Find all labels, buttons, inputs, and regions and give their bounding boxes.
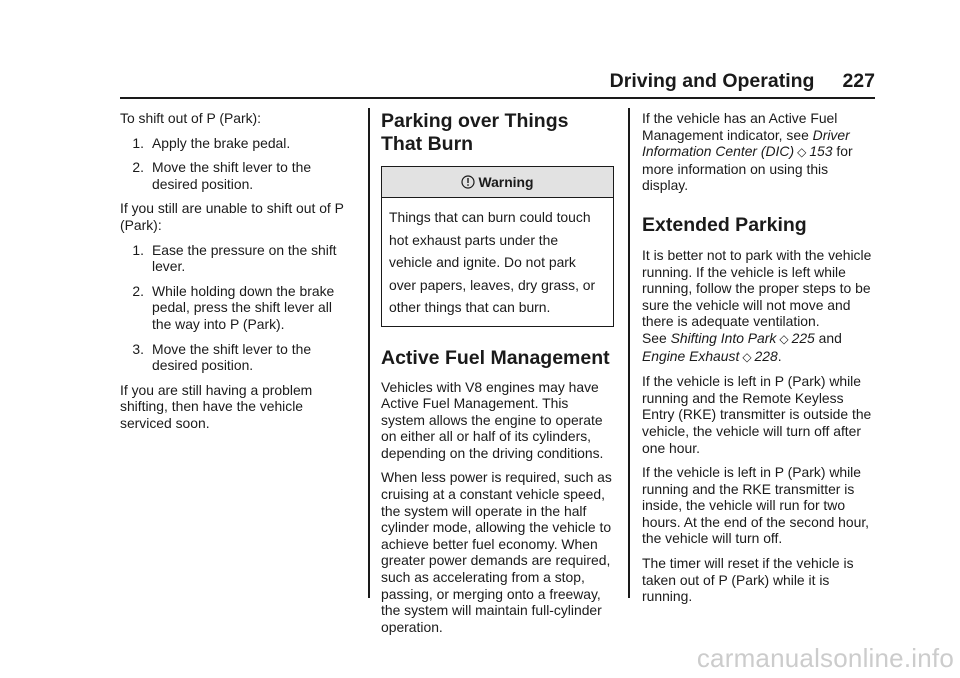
paragraph: The timer will reset if the vehicle is taken out of P (Park) while it is running. — [642, 555, 854, 605]
watermark: carmanualsonline.info — [696, 643, 954, 673]
list-number: 2. — [132, 159, 144, 176]
column-3 — [642, 110, 875, 613]
list-number: 3. — [132, 340, 144, 357]
cross-reference-link[interactable]: Driver Information Center (DIC) — [642, 126, 850, 160]
paragraph — [642, 330, 875, 365]
paragraph — [642, 110, 875, 194]
page-header — [120, 70, 875, 93]
xref-icon: ◇ — [779, 331, 789, 346]
list-text: Move the shift lever to the desired position. — [152, 340, 312, 374]
text-run: and — [814, 329, 842, 346]
paragraph: When less power is required, such as cruising at a constant vehicle speed, the system will operate in the half cylinder mode, allowing the vehicle to achieve better fuel economy. When greater power demands are required, such as accelerating from a stop, passing, or merging onto a freeway, the system will maintain full-cylinder operation. — [381, 469, 612, 635]
cross-reference-page[interactable]: 225 — [791, 329, 815, 346]
list-text: While holding down the brake pedal, press the shift lever all the way into P (Park). — [152, 282, 335, 332]
list-item — [120, 283, 352, 333]
warning-title: Warning — [478, 174, 534, 190]
warning-icon — [461, 175, 475, 189]
paragraph: Vehicles with V8 engines may have Active Fuel Management. This system allows the engine to operate on either all or half of its cylinders, depending on the driving conditions. — [381, 378, 604, 461]
section-title: Driving and Operating — [609, 70, 815, 92]
list-text: Move the shift lever to the desired position. — [152, 159, 312, 192]
section-heading: Active Fuel Management — [381, 346, 610, 369]
paragraph: If the vehicle is left in P (Park) while running and the RKE transmitter is inside, the vehicle will run for two hours. At the end of the second hour, the vehicle will turn off. — [642, 464, 870, 547]
text-run: . — [777, 347, 782, 364]
cross-reference-page[interactable]: 153 — [809, 143, 833, 160]
paragraph — [642, 247, 875, 330]
list-text: Ease the pressure on the shift lever. — [152, 241, 337, 275]
paragraph: To shift out of P (Park): — [120, 110, 262, 126]
column-1 — [120, 110, 352, 440]
warning-header — [382, 167, 613, 198]
section-heading: Parking over Things That Burn — [381, 110, 569, 155]
list-item — [120, 159, 352, 192]
cross-reference-link[interactable]: Engine Exhaust — [642, 347, 740, 364]
paragraph: If you still are unable to shift out of P (Park): — [120, 200, 344, 233]
list-item — [120, 135, 352, 152]
text-run: If the vehicle has an Active Fuel Management indicator, see — [642, 110, 838, 143]
xref-icon: ◇ — [797, 145, 807, 160]
list-item — [120, 341, 352, 374]
warning-box — [381, 166, 614, 327]
text-run: See — [642, 329, 671, 346]
paragraph: If the vehicle is left in P (Park) while running and the Remote Keyless Entry (RKE) transmitter is outside the vehicle, the vehicle will turn off after one hour. — [642, 373, 872, 456]
column-2 — [381, 110, 614, 643]
page-number: 227 — [842, 70, 875, 92]
header-rule — [120, 97, 875, 99]
text-run: for more information on using this display. — [642, 143, 853, 194]
list-number: 2. — [132, 282, 144, 299]
list-number: 1. — [132, 134, 144, 151]
paragraph: If you are still having a problem shifting, then have the vehicle serviced soon. — [120, 381, 313, 431]
column-divider-2 — [628, 108, 630, 598]
column-divider-1 — [368, 108, 370, 598]
cross-reference-page[interactable]: 228 — [754, 347, 778, 364]
warning-text: Things that can burn could touch hot exhaust parts under the vehicle and ignite. Do not park over papers, leaves, dry grass, or other things that can burn. — [389, 209, 596, 315]
text-run: It is better not to park with the vehicle running. If the vehicle is left while running, follow the proper steps to be sure the vehicle will not move and there is adequate ventilation. — [642, 246, 872, 330]
list-item — [120, 242, 352, 275]
list-text: Apply the brake pedal. — [152, 134, 291, 151]
list-number: 1. — [132, 241, 144, 258]
xref-icon: ◇ — [742, 349, 752, 364]
cross-reference-link[interactable]: Shifting Into Park — [670, 329, 777, 346]
section-heading: Extended Parking — [642, 213, 807, 236]
